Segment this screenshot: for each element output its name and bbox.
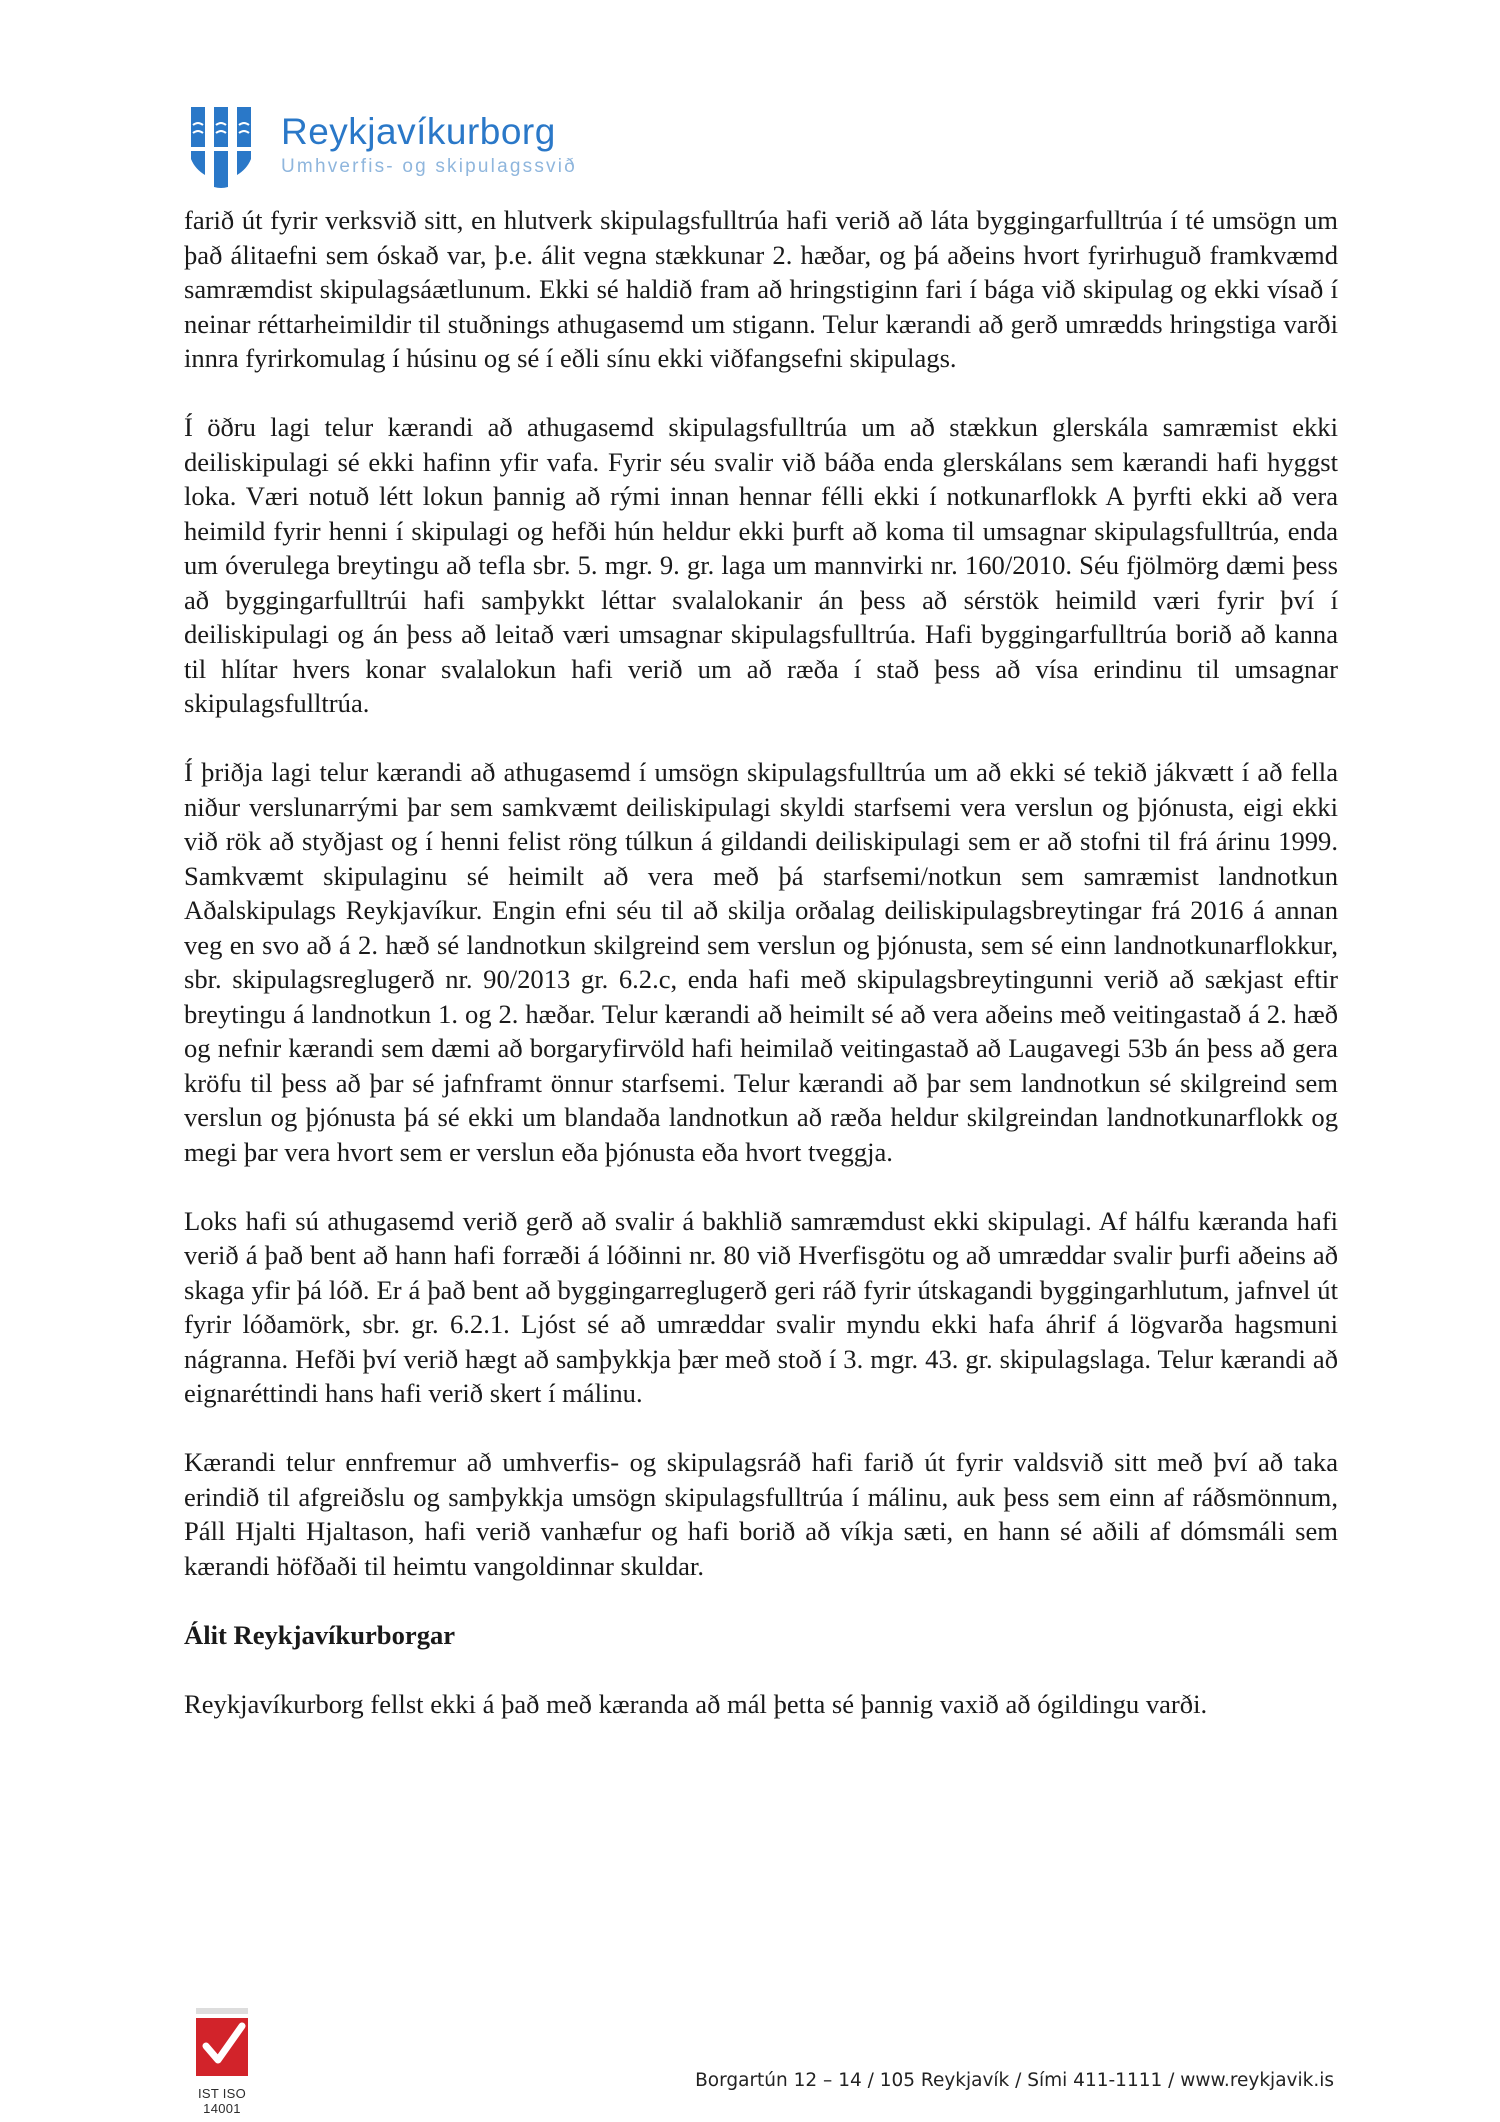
- iso-certification-badge: [182, 2002, 262, 2116]
- section-heading: Álit Reykjavíkurborgar: [184, 1619, 456, 1650]
- paragraph-2: Í öðru lagi telur kærandi að athugasemd skipulagsfulltrúa um að stækkun glerskála samræmist ekki deiliskipulagi sé ekki hafinn yfir vafa. Fyrir séu svalir við báða enda glerskálans sem kærandi hafi hyggst loka. Væri notuð létt lokun þannig að rými innan hennar félli ekki í notkunarflokk A þyrfti ekki að vera heimild fyrir henni í skipulagi og hefði hún heldur ekki þurft að koma til umsagnar skipulagsfulltrúa, enda um óverulega breytingu að tefla sbr. 5. mgr. 9. gr. laga um mannvirki nr. 160/2010. Séu fjölmörg dæmi þess að byggingarfulltrúi hafi samþykkt léttar svalalokanir án þess að sérstök heimild væri fyrir því í deiliskipulagi og án þess að leitað væri umsagnar skipulagsfulltrúa. Hafi byggingarfulltrúa borið að kanna til hlítar hvers konar svalalokun hafi verið um að ræða í stað þess að vísa erindinu til umsagnar skipulagsfulltrúa.: [184, 412, 1338, 718]
- paragraph-5: Kærandi telur ennfremur að umhverfis- og skipulagsráð hafi farið út fyrir valdsvið sitt með því að taka erindið til afgreiðslu og samþykkja umsögn skipulagsfulltrúa í málinu, auk þess sem einn af ráðsmönnum, Páll Hjalti Hjaltason, hafi verið vanhæfur og hafi borið að víkja sæti, en hann sé aðili af dómsmáli sem kærandi höfðaði til heimtu vangoldinnar skuldar.: [184, 1447, 1338, 1581]
- letter-body: [184, 203, 1338, 1756]
- footer-address: Borgartún 12 – 14 / 105 Reykjavík / Sími 411-1111 / www.reykjavik.is: [695, 2070, 1334, 2091]
- letterhead: [181, 95, 781, 195]
- paragraph-3: Í þriðja lagi telur kærandi að athugasemd í umsögn skipulagsfulltrúa um að ekki sé tekið jákvætt í að fella niður verslunarrými þar sem samkvæmt deiliskipulagi skyldi starfsemi vera verslun og þjónusta, eigi ekki við rök að styðjast og í henni felist röng túlkun á gildandi deiliskipulagi sem er að stofni til frá árinu 1999. Samkvæmt skipulaginu sé heimilt að vera með þá starfsemi/notkun sem samræmist landnotkun Aðalskipulags Reykjavíkur. Engin efni séu til að skilja orðalag deiliskipulagsbreytingar frá 2016 á annan veg en svo að á 2. hæð sé landnotkun skilgreind sem verslun og þjónusta, sem sé einn landnotkunarflokkur, sbr. skipulagsreglugerð nr. 90/2013 gr. 6.2.c, enda hafi með skipulagsbreytingunni verið að sækjast eftir breytingu á landnotkun 1. og 2. hæðar. Telur kærandi að heimilt sé að vera aðeins með veitingastað á 2. hæð og nefnir kærandi sem dæmi að borgaryfirvöld hafi heimilað veitingastað að Laugavegi 53b án þess að gera kröfu til þess að þar sé jafnframt önnur starfsemi. Telur kærandi að þar sem landnotkun sé skilgreind sem verslun og þjónusta þá sé ekki um blandaða landnotkun að ræða heldur skilgreindan landnotkunarflokk og megi þar vera hvort sem er verslun eða þjónusta eða hvort tveggja.: [184, 757, 1338, 1167]
- paragraph-1: farið út fyrir verksvið sitt, en hlutverk skipulagsfulltrúa hafi verið að láta byggingarfulltrúa í té umsögn um það álitaefni sem óskað var, þ.e. álit vegna stækkunar 2. hæðar, og þá aðeins hvort fyrirhuguð framkvæmd samræmdist skipulagsáætlunum. Ekki sé haldið fram að hringstiginn fari í bága við skipulag og ekki vísað í neinar réttarheimildir til stuðnings athugasemd um stigann. Telur kærandi að gerð umrædds hringstiga varði innra fyrirkomulag í húsinu og sé í eðli sínu ekki viðfangsefni skipulags.: [184, 205, 1338, 373]
- iso-label: IST ISO 14001: [197, 2086, 247, 2116]
- reykjavik-crest-icon: [181, 101, 261, 193]
- closing-paragraph: Reykjavíkurborg fellst ekki á það með kæranda að mál þetta sé þannig vaxið að ógildingu varði.: [184, 1688, 1208, 1719]
- paragraph-4: Loks hafi sú athugasemd verið gerð að svalir á bakhlið samræmdust ekki skipulagi. Af hálfu kæranda hafi verið á það bent að hann hafi forræði á lóðinni nr. 80 við Hverfisgötu og að umræddar svalir þurfi aðeins að skaga yfir þá lóð. Er á það bent að byggingarreglugerð geri ráð fyrir útskagandi byggingarhlutum, jafnvel út fyrir lóðamörk, sbr. gr. 6.2.1. Ljóst sé að umræddar svalir myndu ekki hafa áhrif á lögvarða hagsmuni nágranna. Hefði því verið hægt að samþykkja þær með stoð í 3. mgr. 43. gr. skipulagslaga. Telur kærandi að eignaréttindi hans hafi verið skert í málinu.: [184, 1205, 1338, 1408]
- iso-certification-check-icon: [182, 2002, 262, 2084]
- department-name: Umhverfis- og skipulagssvið: [281, 156, 577, 177]
- org-name: Reykjavíkurborg: [281, 111, 556, 152]
